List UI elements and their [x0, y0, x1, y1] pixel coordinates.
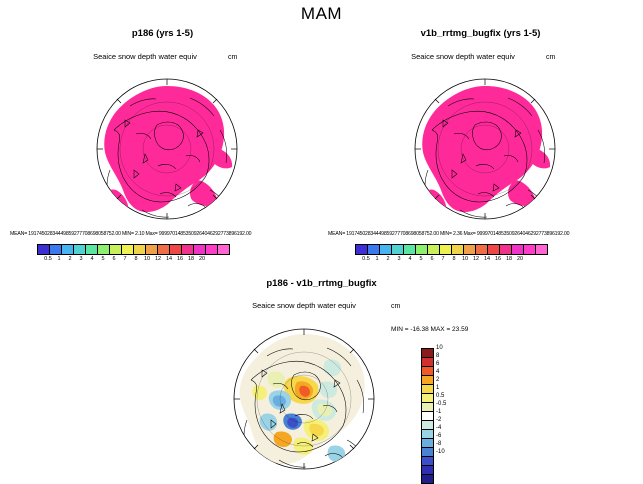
colorbar-tick: 14 — [483, 256, 491, 262]
colorbar-tick: 1 — [375, 256, 379, 262]
colorbar-tick: 12 — [472, 256, 480, 262]
colorbar-tick: 3 — [79, 256, 83, 262]
colorbar-tick-labels — [361, 256, 526, 262]
colorbar-tick: -8 — [436, 441, 442, 447]
colorbar-tick: 20 — [516, 256, 524, 262]
colorbar-tick: -1 — [436, 409, 442, 415]
colorbar-tick: 4 — [90, 256, 94, 262]
colorbar-tick: 8 — [134, 256, 138, 262]
colorbar-tick: 20 — [198, 256, 206, 262]
colorbar-tick: 1 — [57, 256, 61, 262]
panel-variable-title: Seaice snow depth water equiv — [411, 52, 515, 61]
colorbar-tick: 8 — [436, 353, 440, 359]
colorbar-tick: 5 — [419, 256, 423, 262]
colorbar-difference — [421, 345, 447, 484]
colorbar-swatches — [421, 348, 434, 484]
panel-v1b-rrtmg-bugfix — [328, 28, 633, 278]
colorbar-tick: 0.5 — [362, 256, 370, 262]
colorbar-tick: 0.5 — [436, 393, 445, 399]
panel-units-label: cm — [546, 54, 556, 61]
colorbar-tick: 16 — [176, 256, 184, 262]
panel-difference — [169, 278, 474, 478]
panel-title: p186 (yrs 1-5) — [131, 28, 194, 39]
colorbar-tick: -0.5 — [436, 401, 447, 407]
colorbar-tick-labels — [43, 256, 208, 262]
colorbar-tick: 14 — [165, 256, 173, 262]
colorbar-tick: 4 — [408, 256, 412, 262]
colorbar-tick: 2 — [436, 377, 440, 383]
polar-map-p186 — [90, 70, 245, 228]
colorbar-tick: -6 — [436, 433, 442, 439]
colorbar-tick: 6 — [112, 256, 116, 262]
colorbar-tick: 2 — [386, 256, 390, 262]
colorbar-tick: -4 — [436, 425, 442, 431]
panel-p186 — [10, 28, 315, 278]
figure-title: MAM — [300, 4, 343, 23]
panel-variable-title: Seaice snow depth water equiv — [252, 301, 356, 310]
colorbar-p186 — [37, 244, 230, 262]
colorbar-tick: 10 — [143, 256, 151, 262]
colorbar-tick: 18 — [505, 256, 513, 262]
panel-stats: MEAN= 19174502834449859277708698058752.00 MIN= 2.10 Max= 99997014853509264046292773896192.00 — [10, 231, 252, 237]
colorbar-tick: 16 — [494, 256, 502, 262]
colorbar-tick: 18 — [187, 256, 195, 262]
colorbar-tick: -10 — [436, 449, 445, 455]
colorbar-tick: 7 — [441, 256, 445, 262]
colorbar-tick: 4 — [436, 369, 440, 375]
colorbar-tick: -2 — [436, 417, 442, 423]
panel-units-label: cm — [228, 54, 238, 61]
colorbar-tick: 5 — [101, 256, 105, 262]
colorbar-tick: 10 — [436, 345, 443, 351]
polar-map-v1b — [408, 70, 563, 228]
panel-variable-title: Seaice snow depth water equiv — [93, 52, 197, 61]
colorbar-tick: 0.5 — [44, 256, 52, 262]
colorbar-tick: 6 — [430, 256, 434, 262]
colorbar-tick: 12 — [154, 256, 162, 262]
panel-units-label: cm — [391, 303, 401, 310]
colorbar-tick: 3 — [397, 256, 401, 262]
panel-stats: MEAN= 19174502834449859277708698058752.00 MIN= 2.36 Max= 99997014853509264046292773896192.00 — [328, 231, 570, 237]
colorbar-tick-labels — [436, 344, 446, 484]
colorbar-tick: 6 — [436, 361, 440, 367]
polar-map-difference — [227, 320, 382, 478]
colorbar-tick: 1 — [436, 385, 440, 391]
panel-title: p186 - v1b_rrtmg_bugfix — [266, 278, 377, 289]
panel-minmax: MIN = -16.38 MAX = 23.59 — [391, 326, 469, 333]
panel-title: v1b_rrtmg_bugfix (yrs 1-5) — [420, 28, 541, 39]
colorbar-tick: 7 — [123, 256, 127, 262]
colorbar-tick: 10 — [461, 256, 469, 262]
colorbar-tick: 2 — [68, 256, 72, 262]
colorbar-tick: 8 — [452, 256, 456, 262]
colorbar-v1b — [355, 244, 548, 262]
colorbar-swatches — [355, 244, 548, 255]
colorbar-swatches — [37, 244, 230, 255]
